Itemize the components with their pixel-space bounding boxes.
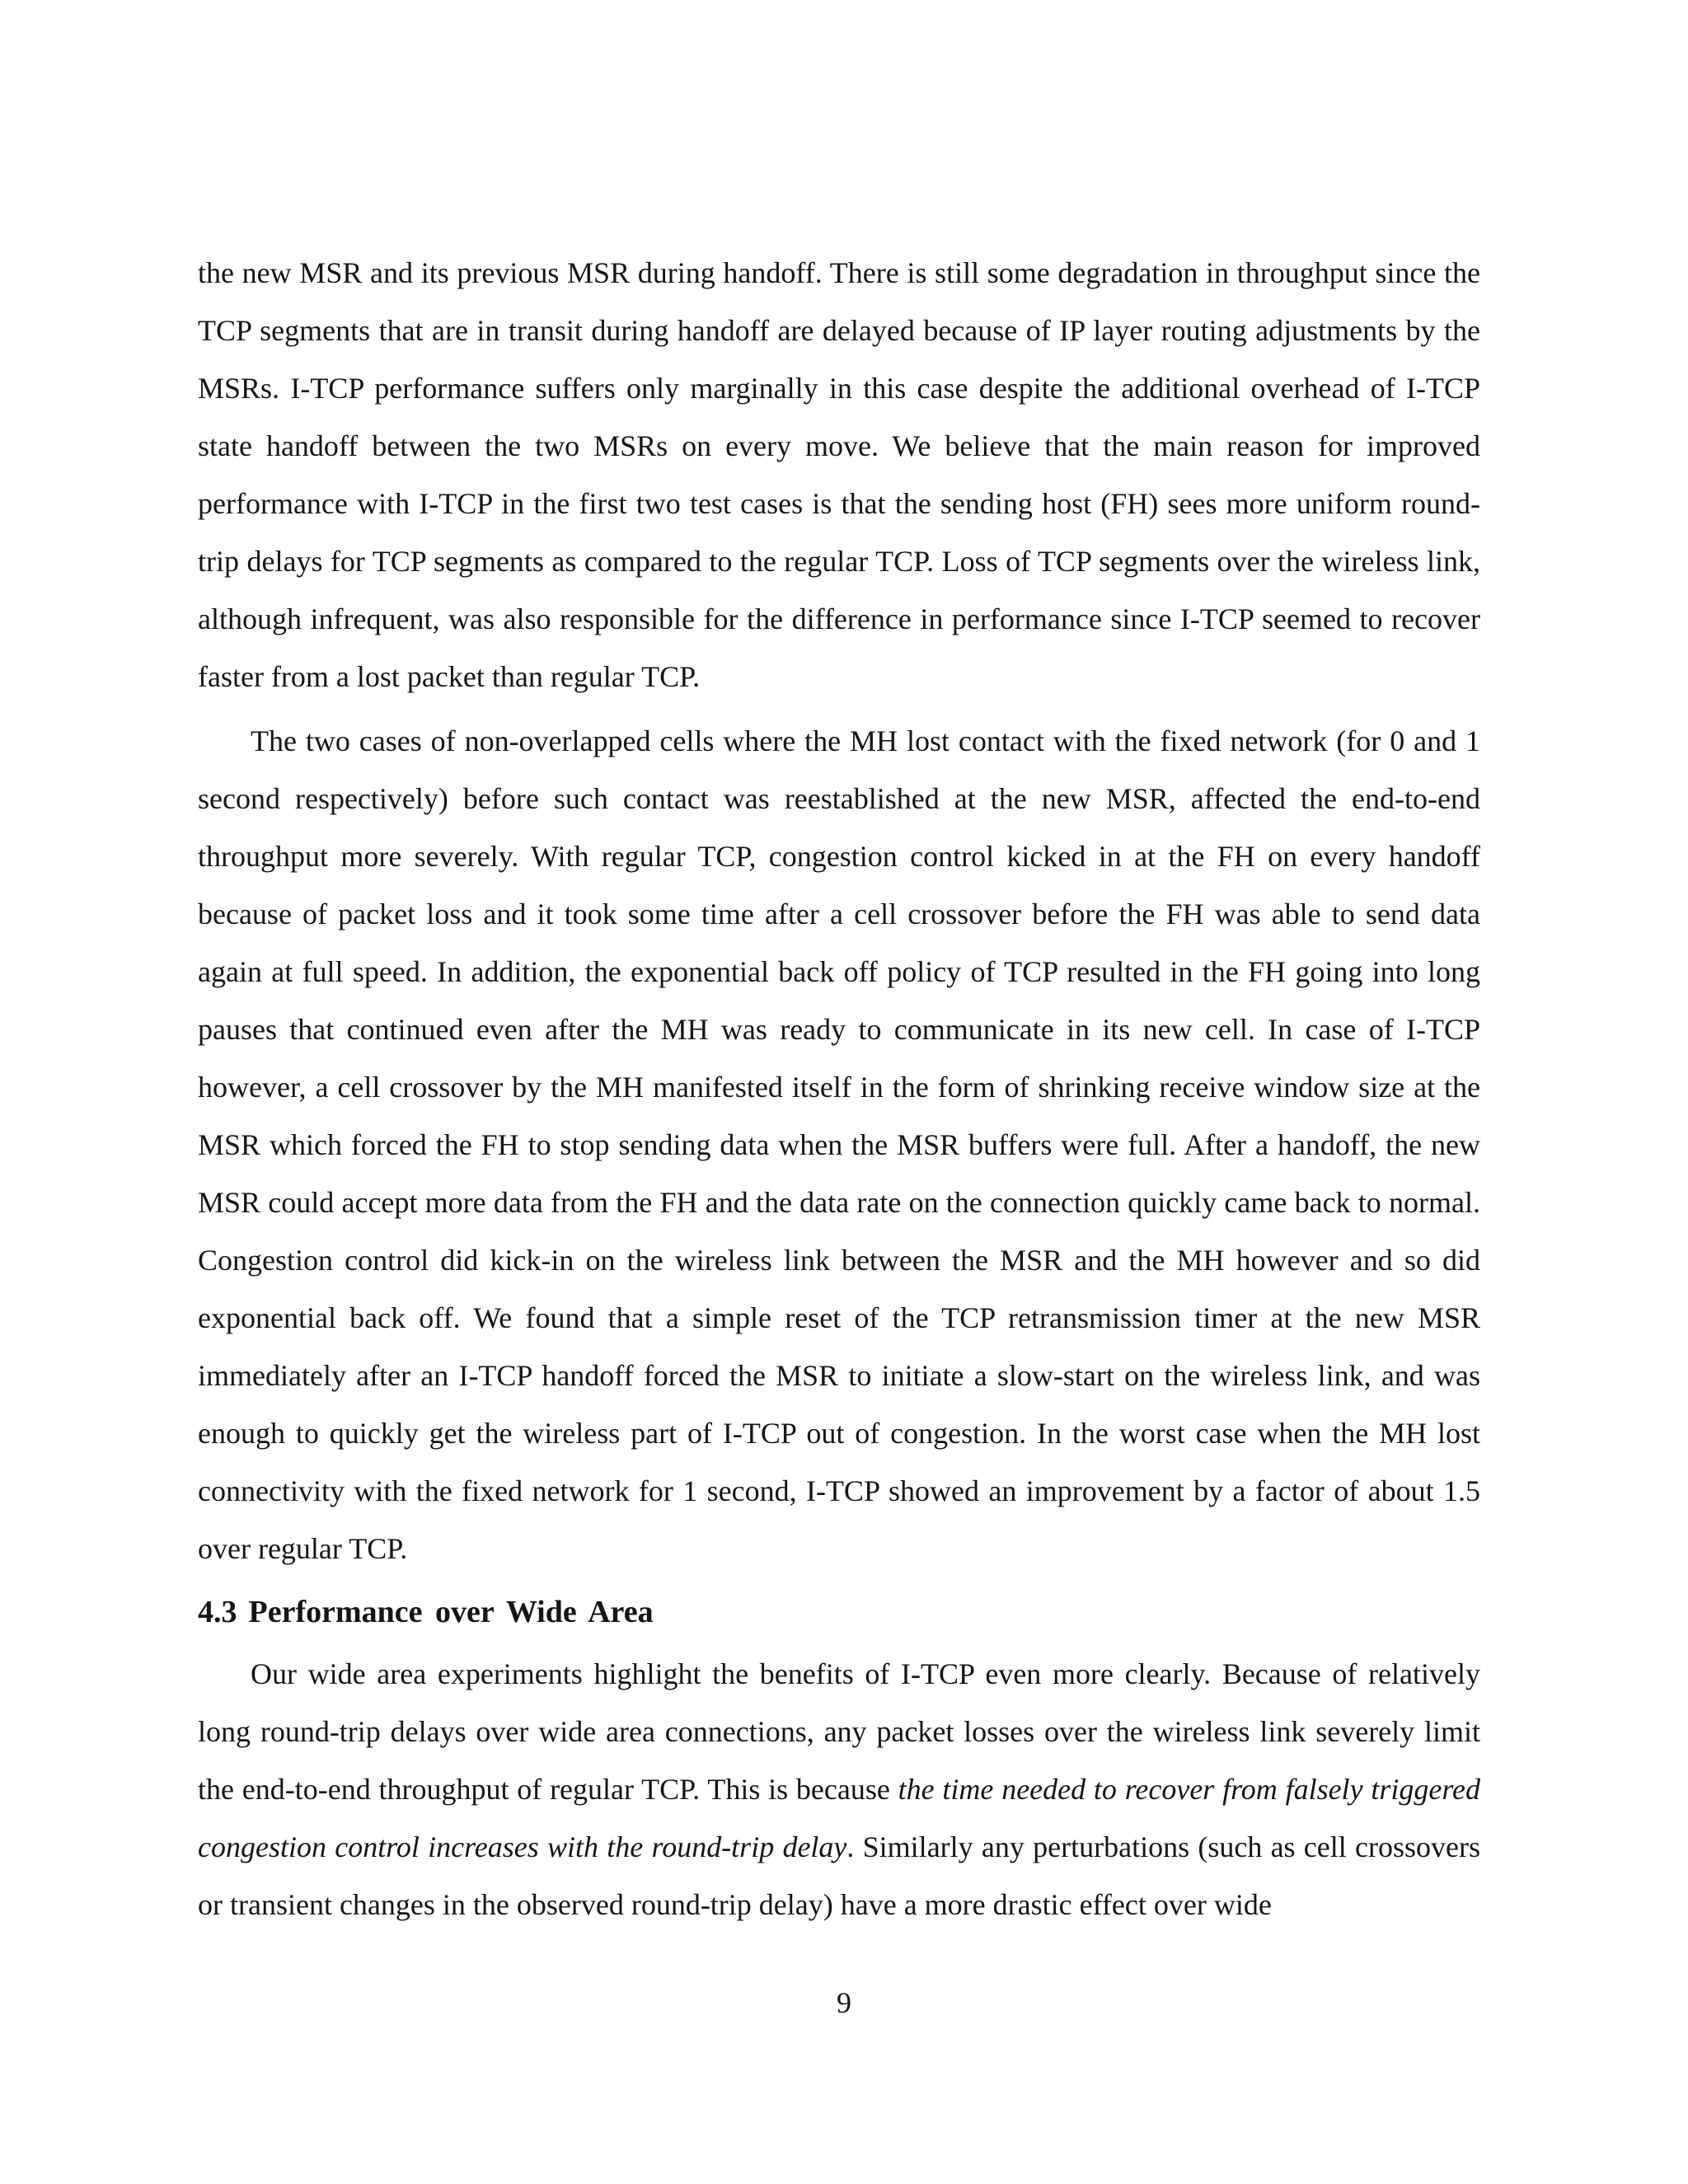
section-title: Performance over Wide Area [248, 1595, 654, 1629]
paragraph-wide-area-text-1: Our wide area experiments highlight the benefits of I-TCP even more clearly. Because of relatively long round-trip delays over wide area connections, any packet losses over the wireless link severely limit the end-to-end throughput of regular TCP. This is because [198, 1657, 1480, 1806]
page-body [198, 244, 1480, 1933]
paragraph-non-overlapped-cells: The two cases of non-overlapped cells where the MH lost contact with the fixed network (for 0 and 1 second respectively) before such contact was reestablished at the new MSR, affected the end-to-end throughput more severely. With regular TCP, congestion control kicked in at the FH on every handoff because of packet loss and it took some time after a cell crossover before the FH was able to send data again at full speed. In addition, the exponential back off policy of TCP resulted in the FH going into long pauses that continued even after the MH was ready to communicate in its new cell. In case of I-TCP however, a cell crossover by the MH manifested itself in the form of shrinking receive window size at the MSR which forced the FH to stop sending data when the MSR buffers were full. After a handoff, the new MSR could accept more data from the FH and the data rate on the connection quickly came back to normal. Congestion control did kick-in on the wireless link between the MSR and the MH however and so did exponential back off. We found that a simple reset of the TCP retransmission timer at the new MSR immediately after an I-TCP handoff forced the MSR to initiate a slow-start on the wireless link, and was enough to quickly get the wireless part of I-TCP out of congestion. In the worst case when the MH lost connectivity with the fixed network for 1 second, I-TCP showed an improvement by a factor of about 1.5 over regular TCP. [198, 724, 1480, 1565]
section-heading [198, 1586, 1480, 1638]
paragraph-wide-area [198, 1645, 1480, 1933]
paragraph-wide-area-text-2: . Similarly any perturbations (such as cell crossovers or transient changes in the observed round-trip delay) have a more drastic effect over wide [198, 1830, 1480, 1921]
paragraph-wide-area-emphasis: the time needed to recover from falsely triggered congestion control increases with the round-trip delay [198, 1773, 1480, 1863]
paragraph-handoff-overlap: the new MSR and its previous MSR during handoff. There is still some degradation in throughput since the TCP segments that are in transit during handoff are delayed because of IP layer routing adjustments by the MSRs. I-TCP performance suffers only marginally in this case despite the additional overhead of I-TCP state handoff between the two MSRs on every move. We believe that the main reason for improved performance with I-TCP in the first two test cases is that the sending host (FH) sees more uniform round-trip delays for TCP segments as compared to the regular TCP. Loss of TCP segments over the wireless link, although infrequent, was also responsible for the difference in performance since I-TCP seemed to recover faster from a lost packet than regular TCP. [198, 256, 1480, 693]
section-number: 4.3 [198, 1595, 237, 1629]
page-number: 9 [837, 1986, 851, 2019]
